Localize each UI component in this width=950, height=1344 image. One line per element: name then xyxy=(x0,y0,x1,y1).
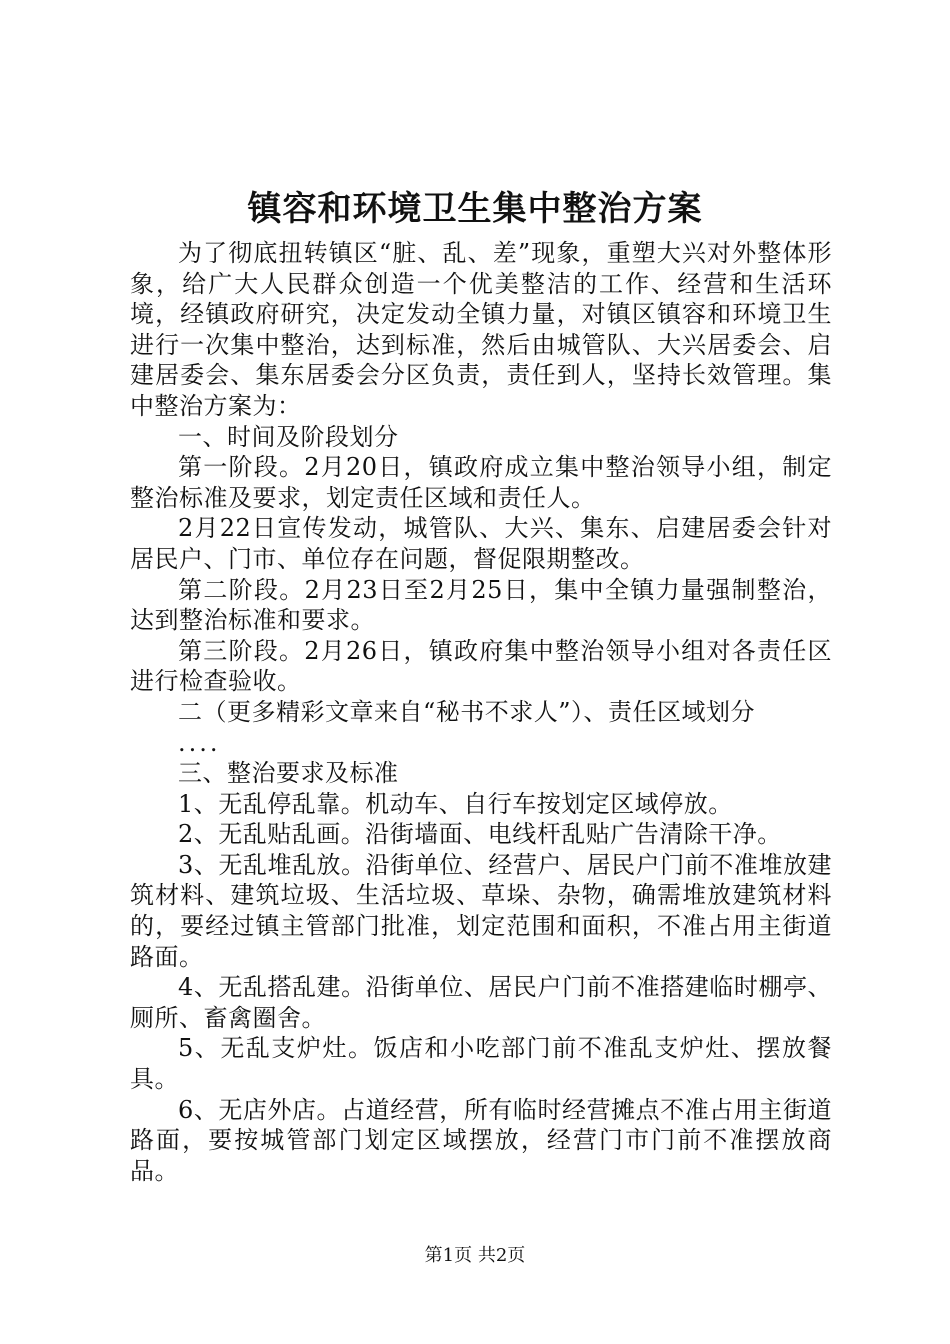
ellipsis-line: .... xyxy=(178,728,221,757)
stage-three-paragraph: 第三阶段。2月26日，镇政府集中整治领导小组对各责任区进行检查验收。 xyxy=(130,636,832,696)
requirement-item-1: 1、无乱停乱靠。机动车、自行车按划定区域停放。 xyxy=(178,789,733,818)
section-heading-requirements: 三、整治要求及标准 xyxy=(178,759,399,788)
section-heading-areas: 二（更多精彩文章来自“秘书不求人”）、责任区域划分 xyxy=(178,697,756,726)
requirement-item-2: 2、无乱贴乱画。沿街墙面、电线杆乱贴广告清除干净。 xyxy=(178,820,782,849)
requirement-item-3: 3、无乱堆乱放。沿街单位、经营户、居民户门前不准堆放建筑材料、建筑垃圾、生活垃圾、草垛、杂物，确需堆放建筑材料的，要经过镇主管部门批准，划定范围和面积，不准占用主街道路面。 xyxy=(130,850,832,971)
document-title: 镇容和环境卫生集中整治方案 xyxy=(247,189,703,229)
requirement-item-6: 6、无店外店。占道经营，所有临时经营摊点不准占用主街道路面，要按城管部门划定区域摆放，经营门市门前不准摆放商品。 xyxy=(130,1095,832,1185)
page-footer: 第1页 共2页 xyxy=(424,1245,526,1266)
requirement-item-5: 5、无乱支炉灶。饭店和小吃部门前不准乱支炉灶、摆放餐具。 xyxy=(130,1034,832,1094)
requirement-item-4: 4、无乱搭乱建。沿街单位、居民户门前不准搭建临时棚亭、厕所、畜禽圈舍。 xyxy=(130,973,832,1032)
stage-one-paragraph: 第一阶段。2月20日，镇政府成立集中整治领导小组，制定整治标准及要求，划定责任区域和责任人。 xyxy=(130,453,832,512)
section-heading-time: 一、时间及阶段划分 xyxy=(178,422,399,451)
stage-two-paragraph: 第二阶段。2月23日至2月25日，集中全镇力量强制整治，达到整治标准和要求。 xyxy=(130,575,832,635)
intro-paragraph: 为了彻底扭转镇区“脏、乱、差”现象，重塑大兴对外整体形象，给广大人民群众创造一个优美整洁的工作、经营和生活环境，经镇政府研究，决定发动全镇力量，对镇区镇容和环境卫生进行一次集中整治，达到标准，然后由城管队、大兴居委会、启建居委会、集东居委会分区负责，责任到人，坚持长效管理。集中整治方案为： xyxy=(130,239,832,420)
publicity-paragraph: 2月22日宣传发动，城管队、大兴、集东、启建居委会针对居民户、门市、单位存在问题，督促限期整改。 xyxy=(130,514,832,573)
document-body xyxy=(130,238,832,1186)
